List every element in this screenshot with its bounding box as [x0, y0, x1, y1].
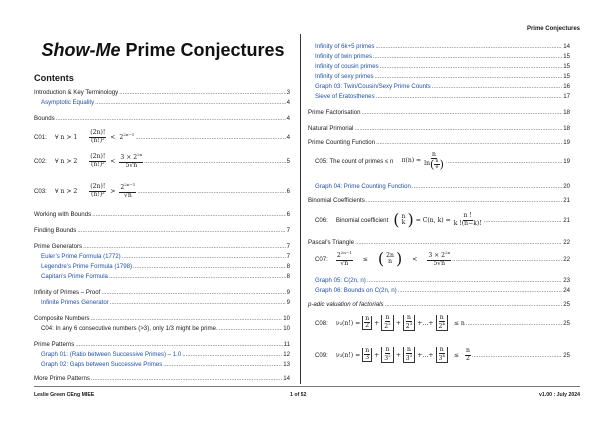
toc-entry-pascal[interactable]: Pascal’s Triangle ..... 22	[308, 238, 570, 247]
c06-formula: C06: Binomial coefficient ( n k ) = C(n, k) = $\frac{n !}{k !(n-k)!}$	[315, 210, 482, 229]
toc-entry-prime-patterns[interactable]: Prime Patterns ..... 11	[34, 340, 290, 349]
toc-entry-graph06[interactable]: Graph 06: Bounds on C(2n, n) ..... 24	[315, 286, 570, 295]
toc-entry-prime-counting[interactable]: Prime Counting Function ..... 19	[308, 138, 570, 147]
toc-entry-c06[interactable]: C06: Binomial coefficient ( n k ) = C(n, k) = $\frac{n !}{k !(n-k)!}$ ..... 21	[315, 206, 570, 234]
toc-entry-asymptotic-equality[interactable]: Asymptotic Equality ..... 4	[41, 98, 290, 107]
footer-page-number: 1 of 52	[290, 392, 307, 398]
toc-entry-cousin[interactable]: Infinity of cousin primes ..... 15	[315, 62, 570, 71]
c07-formula: C07: $\frac{2^{2n-1}}{√n}$ ≤ ( 2n n ) < $\frac{3 \times 2^{2n}}{5√n}$	[315, 249, 451, 268]
toc-entry-graph03[interactable]: Graph 03: Twin/Cousin/Sexy Prime Counts ..... 16	[315, 82, 570, 91]
toc-entry-primorial[interactable]: Natural Primorial ..... 18	[308, 124, 570, 133]
contents-heading: Contents	[34, 73, 74, 83]
toc-entry-c03[interactable]: C03: ∀ n > 2 $\frac{(2n)!}{\text{(n!)²}}$ > $\frac{2^{2n-1}}{√n}$ ..... 6	[34, 180, 290, 202]
toc-entry-capitan[interactable]: Capitan’s Prime Formula ..... 8	[41, 272, 290, 281]
running-header: Prime Conjectures	[526, 26, 580, 32]
toc-entry-infinity-proof[interactable]: Infinity of Primes – Proof ..... 9	[34, 288, 290, 297]
toc-entry-c01[interactable]: C01: ∀ n > 1 $\frac{(2n)!}{\text{(n!)²}}$ < $2^{2n-1}$ ..... 4	[34, 126, 290, 148]
toc-entry-c04[interactable]: C04: In any 6 consecutive numbers (>3), only 1/3 might be prime. ..... 10	[41, 324, 290, 333]
toc-entry-padic[interactable]: p-adic valuation of factorials ..... 25	[308, 300, 570, 309]
c03-formula: C03: ∀ n > 2 $\frac{(2n)!}{\text{(n!)²}}$ > $\frac{2^{2n-1}}{√n}$	[34, 182, 136, 199]
c09-formula: C09: ν₃(n!) = $\frac{n}{3}$ + $\frac{n}{3^2}$ + $\frac{n}{3^3}$ +…+ $\frac{n}{3^k}$ ≤ $\frac{n}{2}$	[315, 345, 470, 363]
toc-entry-euler[interactable]: Euler’s Prime Formula (1772) ..... 7	[41, 252, 290, 261]
toc-entry-c05[interactable]: C05: The count of primes ≤ n π(n) ≈ n ln ( $\frac{n}{e}$ ) ..... 19	[315, 148, 570, 174]
toc-entry-c02[interactable]: C02: ∀ n > 2 $\frac{(2n)!}{\text{(n!)²}}$ < $\frac{3 \times 2^{2n}}{5√n}$ ..... 5	[34, 150, 290, 172]
toc-entry-prime-generators[interactable]: Prime Generators ..... 7	[34, 242, 290, 251]
toc-entry-legendre[interactable]: Legendre’s Prime Formula (1798) ..... 8	[41, 262, 290, 271]
page-title: Show-Me Prime Conjectures	[41, 40, 285, 60]
toc-entry-graph04[interactable]: Graph 04: Prime Counting Function ..... 20	[315, 182, 570, 191]
toc-entry-twin[interactable]: Infinity of twin primes ..... 15	[315, 52, 570, 61]
toc-entry-factorisation[interactable]: Prime Factorisation ..... 18	[308, 108, 570, 117]
toc-entry-sieve[interactable]: Sieve of Eratosthenes ..... 17	[315, 92, 570, 101]
c02-formula: C02: ∀ n > 2 $\frac{(2n)!}{\text{(n!)²}}$ < $\frac{3 \times 2^{2n}}{5√n}$	[34, 152, 143, 169]
toc-entry-graph05[interactable]: Graph 05: C(2n, n) ..... 23	[315, 276, 570, 285]
toc-entry-infinite-generator[interactable]: Infinite Primes Generator ..... 9	[41, 298, 290, 307]
toc-entry-c08[interactable]: C08: ν₂(n!) = $\frac{n}{2}$ + $\frac{n}{2^2}$ + $\frac{n}{2^3}$ +…+ $\frac{n}{2^k}$ ≤ n ..... 25	[315, 310, 570, 336]
footer-version: v1.00 : July 2024	[539, 392, 580, 398]
toc-entry-bounds[interactable]: Bounds ..... 4	[34, 114, 290, 123]
column-divider	[300, 34, 301, 384]
c08-formula: C08: ν₂(n!) = $\frac{n}{2}$ + $\frac{n}{2^2}$ + $\frac{n}{2^3}$ +…+ $\frac{n}{2^k}$ ≤ n	[315, 313, 465, 331]
c05-formula: π(n) ≈ n ln ( $\frac{n}{e}$ )	[401, 150, 444, 172]
toc-entry-working-with-bounds[interactable]: Working with Bounds ..... 6	[34, 210, 290, 219]
toc-entry-6k5[interactable]: Infinity of 6k+5 primes ..... 14	[315, 42, 570, 51]
toc-entry-more-patterns[interactable]: More Prime Patterns ..... 14	[34, 374, 290, 383]
toc-entry-graph02[interactable]: Graph 02: Gaps between Successive Primes ..... 13	[41, 360, 290, 369]
toc-entry-c07[interactable]: C07: $\frac{2^{2n-1}}{√n}$ ≤ ( 2n n ) < $\frac{3 \times 2^{2n}}{5√n}$ ..... 22	[315, 246, 570, 272]
toc-entry-finding-bounds[interactable]: Finding Bounds ..... 7	[34, 226, 290, 235]
toc-entry-c09[interactable]: C09: ν₃(n!) = $\frac{n}{3}$ + $\frac{n}{3^2}$ + $\frac{n}{3^3}$ +…+ $\frac{n}{3^k}$ ≤ $\frac{n}{2}$ ..... 25	[315, 342, 570, 368]
c01-formula: C01: ∀ n > 1 $\frac{(2n)!}{\text{(n!)²}}$ < $2^{2n-1}$	[34, 129, 135, 144]
footer-author: Leslie Green CEng MIEE	[34, 392, 95, 398]
toc-entry-introduction[interactable]: Introduction & Key Terminology ..... 3	[34, 88, 290, 97]
toc-entry-graph01[interactable]: Graph 01: (Ratio between Successive Primes) – 1.0 ..... 12	[41, 350, 290, 359]
toc-entry-composite[interactable]: Composite Numbers ..... 10	[34, 314, 290, 323]
toc-entry-binomial[interactable]: Binomial Coefficients ..... 21	[308, 196, 570, 205]
toc-entry-sexy[interactable]: Infinity of sexy primes ..... 15	[315, 72, 570, 81]
footer-divider	[34, 386, 580, 387]
